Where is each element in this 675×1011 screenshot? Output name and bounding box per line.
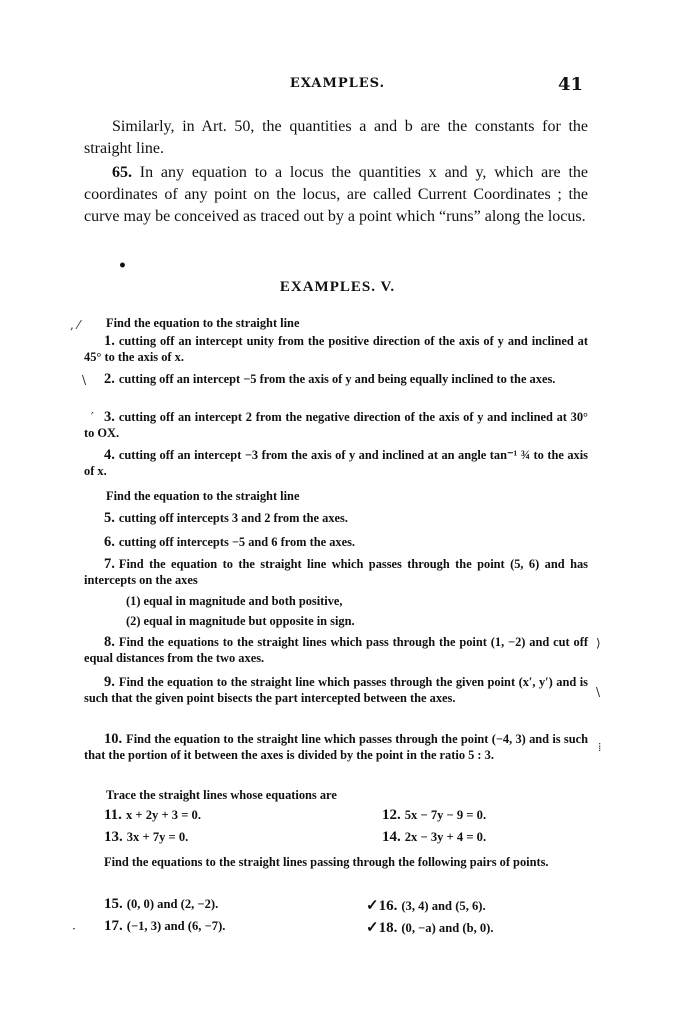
example-text: Find the equation to the straight line which passes through the point (−4, 3) and is such that the portion of it between the axes is divided by the point in the ratio 5 : 3. — [84, 732, 588, 762]
example-number: 7. — [104, 556, 115, 572]
instruction-3: Trace the straight lines whose equations are — [106, 788, 337, 802]
example-8 — [84, 634, 588, 666]
example-number: 8. — [104, 634, 115, 650]
example-number: 12. — [382, 807, 401, 823]
equation-18 — [366, 918, 494, 937]
instruction-4: Find the equations to the straight lines passing through the following pairs of points. — [104, 855, 549, 869]
example-text: Find the equations to the straight lines which pass through the point (1, −2) and cut off equal distances from the two axes. — [84, 635, 588, 665]
example-7-part-1: (1) equal in magnitude and both positive, — [126, 594, 343, 608]
example-number: 10. — [104, 731, 123, 747]
example-number: 16. — [378, 898, 398, 914]
instruction-1: Find the equation to the straight line — [106, 316, 300, 330]
stray-dot: • — [118, 258, 127, 274]
example-7-part-2: (2) equal in magnitude but opposite in sign. — [126, 614, 355, 628]
example-5 — [84, 510, 588, 526]
example-1 — [84, 333, 588, 365]
pencil-mark: ⁞ — [598, 740, 602, 754]
example-10 — [84, 731, 588, 763]
running-header: EXAMPLES. — [289, 76, 386, 91]
pencil-mark: , ⁄ — [70, 318, 80, 332]
equation-17 — [104, 918, 225, 935]
pair-text: (0, 0) and (2, −2). — [126, 897, 219, 911]
example-4 — [84, 447, 588, 479]
example-number: 2. — [104, 371, 115, 387]
example-text: cutting off an intercept −3 from the axis of y and inclined at an angle tan⁻¹ ¾ to the axis of x. — [84, 448, 588, 478]
example-text: Find the equation to the straight line which passes through the given point (x′, y′) and is such that the given point bisects the part intercepted between the axes. — [84, 675, 588, 705]
pair-text: (−1, 3) and (6, −7). — [126, 919, 226, 933]
example-number: 17. — [104, 918, 123, 934]
example-number: 5. — [104, 510, 115, 526]
instruction-2: Find the equation to the straight line — [106, 489, 300, 503]
example-3 — [84, 409, 588, 441]
example-number: 3. — [104, 409, 115, 425]
example-text: cutting off an intercept −5 from the axis of y and being equally inclined to the axes. — [118, 372, 556, 386]
pencil-mark: \ — [82, 373, 87, 387]
article-number: 65. — [112, 164, 132, 181]
check-mark-icon: ✓ — [366, 898, 379, 914]
example-number: 18. — [378, 920, 398, 936]
article-65-paragraph — [84, 162, 588, 228]
equation-text: 5x − 7y − 9 = 0. — [404, 808, 487, 822]
pair-text: (3, 4) and (5, 6). — [401, 899, 486, 913]
section-title: EXAMPLES. V. — [279, 279, 396, 295]
equation-12 — [382, 807, 486, 824]
example-text: Find the equation to the straight line which passes through the point (5, 6) and has intercepts on the axes — [84, 557, 588, 587]
example-text: cutting off intercepts −5 and 6 from the axes. — [118, 535, 356, 549]
equation-text: 2x − 3y + 4 = 0. — [404, 830, 487, 844]
pair-text: (0, −a) and (b, 0). — [401, 921, 494, 935]
example-number: 4. — [104, 447, 115, 463]
example-9 — [84, 674, 588, 706]
equation-text: x + 2y + 3 = 0. — [125, 808, 201, 822]
example-text: cutting off intercepts 3 and 2 from the axes. — [118, 511, 348, 525]
equation-14 — [382, 829, 486, 846]
example-text: cutting off an intercept 2 from the negative direction of the axis of y and inclined at 30° to OX. — [84, 410, 588, 440]
example-text: cutting off an intercept unity from the positive direction of the axis of y and inclined at 45° to the axis of x. — [84, 334, 588, 364]
example-6 — [84, 534, 588, 550]
example-number: 9. — [104, 674, 115, 690]
example-2 — [84, 371, 588, 387]
example-number: 13. — [104, 829, 123, 845]
pencil-mark: ⟩ — [596, 636, 601, 650]
example-7 — [84, 556, 588, 588]
example-number: 14. — [382, 829, 401, 845]
pencil-mark: \ — [596, 685, 601, 699]
intro-paragraph-1: Similarly, in Art. 50, the quantities a and b are the constants for the straight line. — [84, 118, 588, 157]
example-number: 15. — [104, 896, 123, 912]
equation-16 — [366, 896, 486, 915]
equation-13 — [104, 829, 188, 846]
example-number: 6. — [104, 534, 115, 550]
check-mark-icon: ✓ — [366, 920, 379, 936]
pencil-mark: ′ — [91, 410, 94, 424]
equation-text: 3x + 7y = 0. — [126, 830, 189, 844]
equation-11 — [104, 807, 201, 824]
pencil-mark: · — [72, 922, 76, 936]
equation-15 — [104, 896, 218, 913]
example-number: 1. — [104, 333, 115, 349]
example-number: 11. — [104, 807, 122, 823]
article-65-text: In any equation to a locus the quantities x and y, which are the coordinates of any point on the locus, are called Current Coordinates ; the curve may be conceived as traced out by a point which “runs” along the locus. — [84, 164, 588, 225]
page-number: 41 — [558, 74, 584, 95]
